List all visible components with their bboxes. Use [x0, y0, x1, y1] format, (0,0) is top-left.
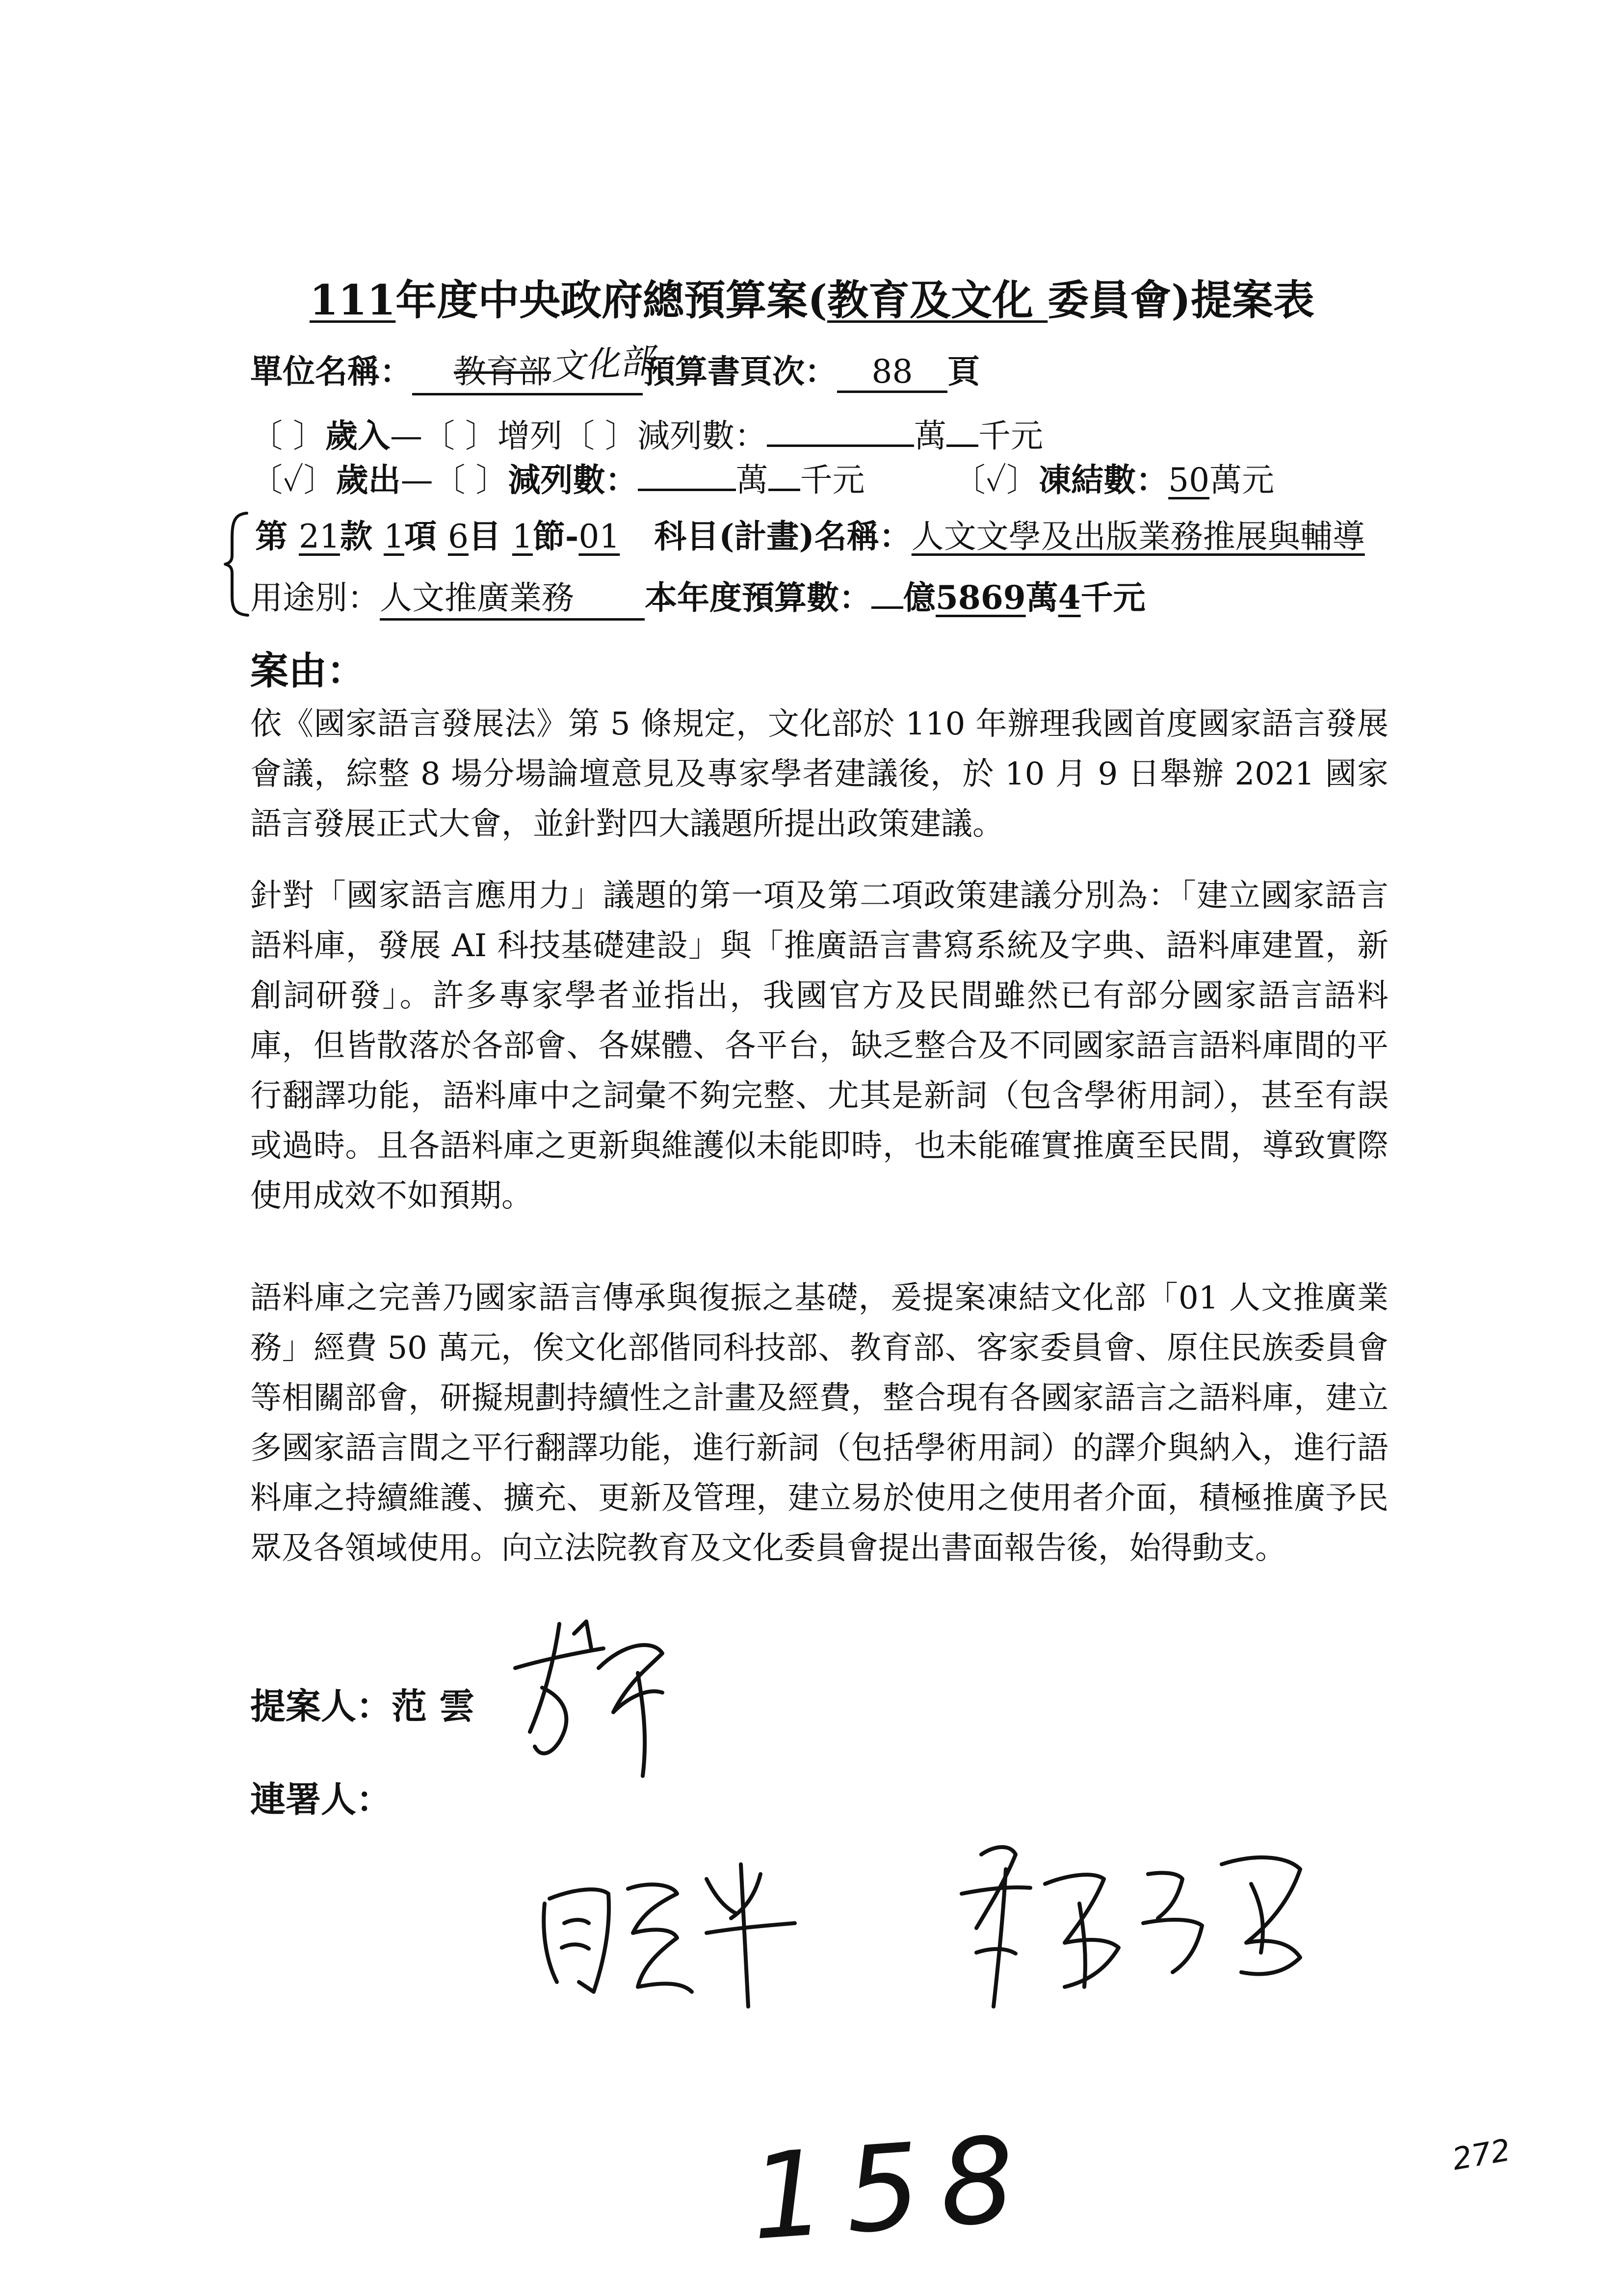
- usage-line: [250, 572, 1146, 621]
- proposer-label: 提案人：: [250, 1685, 392, 1727]
- xiang-label: 項: [404, 517, 448, 555]
- proposer-line: [250, 1678, 474, 1729]
- revenue-line: [250, 410, 1043, 456]
- revenue-wan-blank: [767, 440, 914, 447]
- freeze-unit: 萬元: [1209, 461, 1275, 499]
- subject-line: [255, 510, 1365, 557]
- expense-label: 歲出: [336, 461, 401, 499]
- proposer-signature: [500, 1614, 707, 1791]
- page-label: 預算書頁次：: [643, 352, 837, 391]
- unit-value-field: [412, 340, 655, 395]
- kuan-label: 款: [340, 517, 384, 555]
- expense-decrease-checkbox: 〔 〕: [433, 461, 508, 499]
- budget-yi: 億: [903, 578, 936, 617]
- title-text-a: 年度中央政府總預算案(: [395, 276, 828, 324]
- plan-value: 人文文學及出版業務推展與輔導: [911, 518, 1365, 555]
- jie-label: 節-: [532, 517, 579, 555]
- title-year: 111: [309, 276, 396, 324]
- budget-qian-value: 4: [1058, 578, 1081, 617]
- budget-wan-value: 5869: [936, 578, 1026, 617]
- jie-code: 01: [578, 518, 620, 555]
- expense-decrease: 減列數：: [508, 461, 638, 499]
- unit-line: [250, 340, 980, 395]
- revenue-qian: 千元: [978, 417, 1043, 455]
- budget-label: 本年度預算數：: [645, 578, 871, 617]
- proposer-name: 范 雲: [392, 1685, 475, 1727]
- kuan-prefix: 第: [255, 517, 299, 555]
- expense-qian: 千元: [800, 461, 865, 499]
- plan-label: 科目(計畫)名稱：: [654, 517, 912, 555]
- expense-qian-blank: [768, 484, 800, 491]
- paragraph-3: 語料庫之完善乃國家語言傳承與復振之基礎，爰提案凍結文化部「01 人文推廣業務」經費 50 萬元，俟文化部偕同科技部、教育部、客家委員會、原住民族委員會等相關部會，研擬規劃持續性之計畫及經費，整合現有各國家語言之語料庫，建立多國家語言間之平行翻譯功能，進行新詞（包括學術用詞）的譯介與納入，進行語料庫之持續維護、擴充、更新及管理，建立易於使用之使用者介面，積極推廣予民眾及各領域使用。向立法院教育及文化委員會提出書面報告後，始得動支。: [250, 1280, 1388, 1566]
- budget-wan: 萬: [1025, 578, 1058, 617]
- paragraph-2: 針對「國家語言應用力」議題的第一項及第二項政策建議分別為：「建立國家語言語料庫，發展 AI 科技基礎建設」與「推廣語言書寫系統及字典、語料庫建置，新創詞研發」。許多專家學者並指出，我國官方及民間雖然已有部分國家語言語料庫，但皆散落於各部會、各媒體、各平台，缺乏整合及不同國家語言語料庫間的平行翻譯功能，語料庫中之詞彙不夠完整、尤其是新詞（包含學術用詞），甚至有誤或過時。且各語料庫之更新與維護似未能即時，也未能確實推廣至民間，導致實際使用成效不如預期。: [250, 878, 1388, 1214]
- kuan-value: 21: [298, 518, 340, 555]
- expense-wan: 萬: [735, 461, 768, 499]
- unit-printed-value: 教育部: [454, 353, 551, 391]
- cosigner-signature-2: [947, 1825, 1349, 2031]
- handwritten-number: 158: [746, 2110, 1039, 2267]
- usage-label: 用途別：: [250, 579, 380, 617]
- reason-heading: 案由：: [250, 649, 366, 693]
- revenue-label: 歲入: [325, 417, 390, 455]
- revenue-increase: 〔 〕增列: [422, 417, 562, 455]
- page-value: 88: [837, 353, 947, 393]
- title-text-b: 委員會)提案表: [1048, 276, 1315, 324]
- budget-yi-blank: [871, 601, 903, 609]
- revenue-wan: 萬: [914, 417, 946, 455]
- revenue-qian-blank: [946, 440, 978, 447]
- unit-handwritten-value: 文化部: [549, 340, 655, 388]
- bracket-mark: [223, 510, 253, 618]
- revenue-dash: —: [390, 417, 422, 455]
- freeze-label: 凍結數：: [1039, 461, 1169, 499]
- xiang-value: 1: [383, 518, 404, 555]
- mu-label: 目: [468, 517, 512, 555]
- unit-label: 單位名稱：: [250, 352, 412, 391]
- cosigner-signature-1: [530, 1835, 824, 2011]
- usage-value: 人文推廣業務: [380, 572, 645, 621]
- expense-wan-blank: [638, 484, 736, 491]
- jie-value: 1: [512, 518, 533, 555]
- expense-dash: —: [400, 461, 433, 499]
- freeze-value: 50: [1168, 461, 1210, 499]
- budget-qian: 千元: [1080, 578, 1146, 617]
- form-title: [0, 267, 1624, 327]
- title-committee: 教育及文化: [827, 276, 1048, 324]
- freeze-checkbox: 〔✓〕: [953, 461, 1039, 499]
- expense-line: [250, 454, 1274, 500]
- revenue-checkbox: 〔 〕: [250, 417, 325, 455]
- paragraph-1: 依《國家語言發展法》第 5 條規定，文化部於 110 年辦理我國首度國家語言發展會議，綜整 8 場分場論壇意見及專家學者建議後，於 10 月 9 日舉辦 2021 國家語言發展正式大會，並針對四大議題所提出政策建議。: [250, 706, 1388, 842]
- revenue-decrease: 〔 〕減列數：: [562, 417, 767, 455]
- mu-value: 6: [447, 518, 469, 555]
- corner-mark: 272: [1449, 2132, 1513, 2177]
- expense-checkbox: 〔✓〕: [250, 461, 336, 499]
- page-unit: 頁: [947, 352, 980, 391]
- cosigner-label: 連署人：: [250, 1778, 392, 1820]
